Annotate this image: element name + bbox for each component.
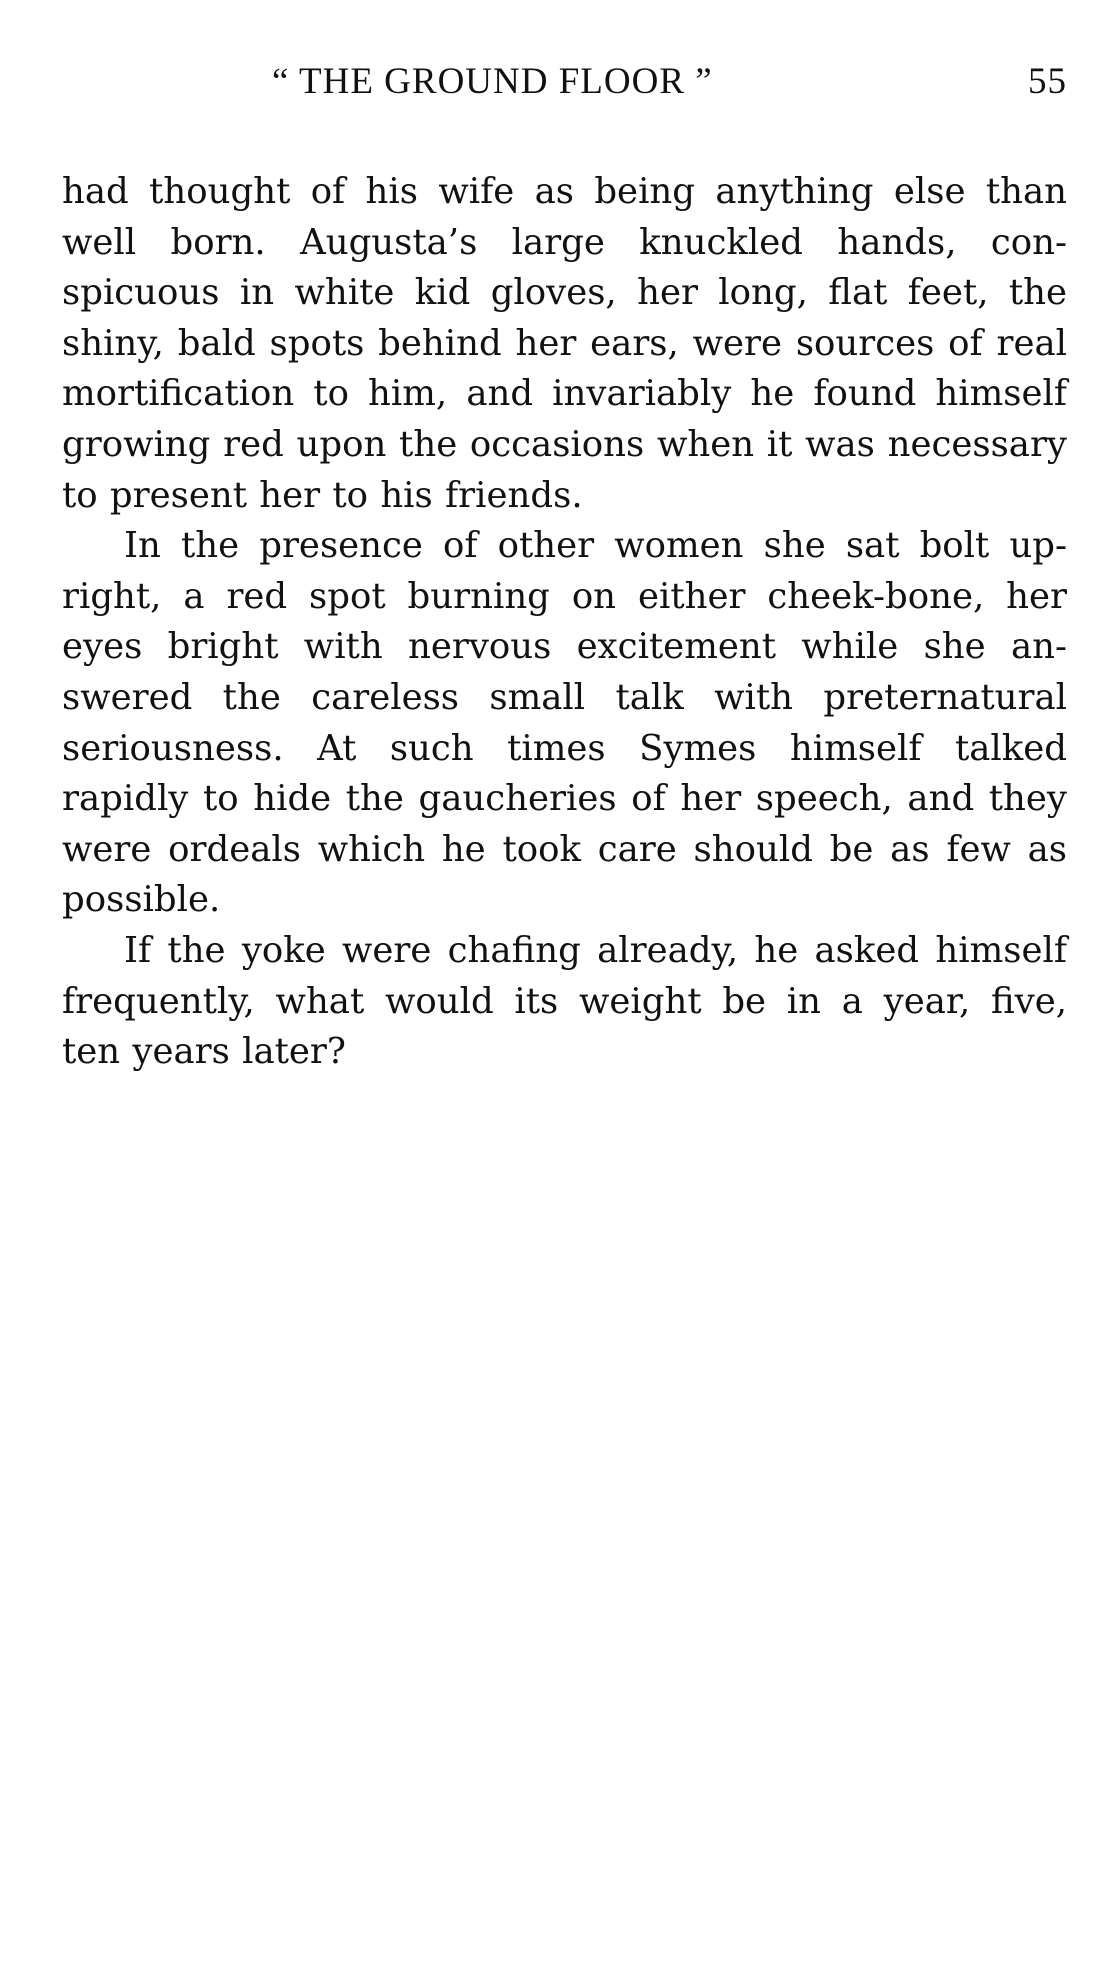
paragraph-3 [62,926,1067,1078]
text-line: shiny, bald spots behind her ears, were sources of real [62,322,1067,364]
text-line: eyes bright with nervous excitement while she an- [62,626,1067,668]
text-line: to present her to his friends. [62,474,583,516]
running-title: “ THE GROUND FLOOR ” [272,61,713,102]
page-number: 55 [1028,61,1067,102]
text-line: had thought of his wife as being anything else than [62,171,1067,212]
body-text [62,167,1067,1078]
text-line: well born. Augusta’s large knuckled hands, con- [62,221,1067,263]
text-line: spicuous in white kid gloves, her long, flat feet, the [62,272,1067,314]
text-line: If the yoke were chafing already, he asked himself [124,929,1067,971]
text-line: possible. [62,879,221,921]
text-line: mortification to him, and invariably he found himself [62,373,1067,415]
text-line: In the presence of other women she sat bolt up- [124,525,1067,567]
paragraph-1 [62,167,1067,521]
text-line: growing red upon the occasions when it was necessary [62,423,1067,465]
text-line: ten years later? [62,1031,346,1073]
text-line: were ordeals which he took care should be as few as [62,828,1067,870]
text-line: right, a red spot burning on either cheek-bone, her [62,575,1067,617]
text-line: rapidly to hide the gaucheries of her speech, and they [62,778,1067,820]
book-page [62,60,1067,1078]
text-line: frequently, what would its weight be in a year, five, [62,980,1067,1022]
running-head [62,60,1067,120]
text-line: swered the careless small talk with preternatural [62,676,1067,718]
text-line: seriousness. At such times Symes himself talked [62,727,1067,769]
paragraph-2 [62,521,1067,926]
